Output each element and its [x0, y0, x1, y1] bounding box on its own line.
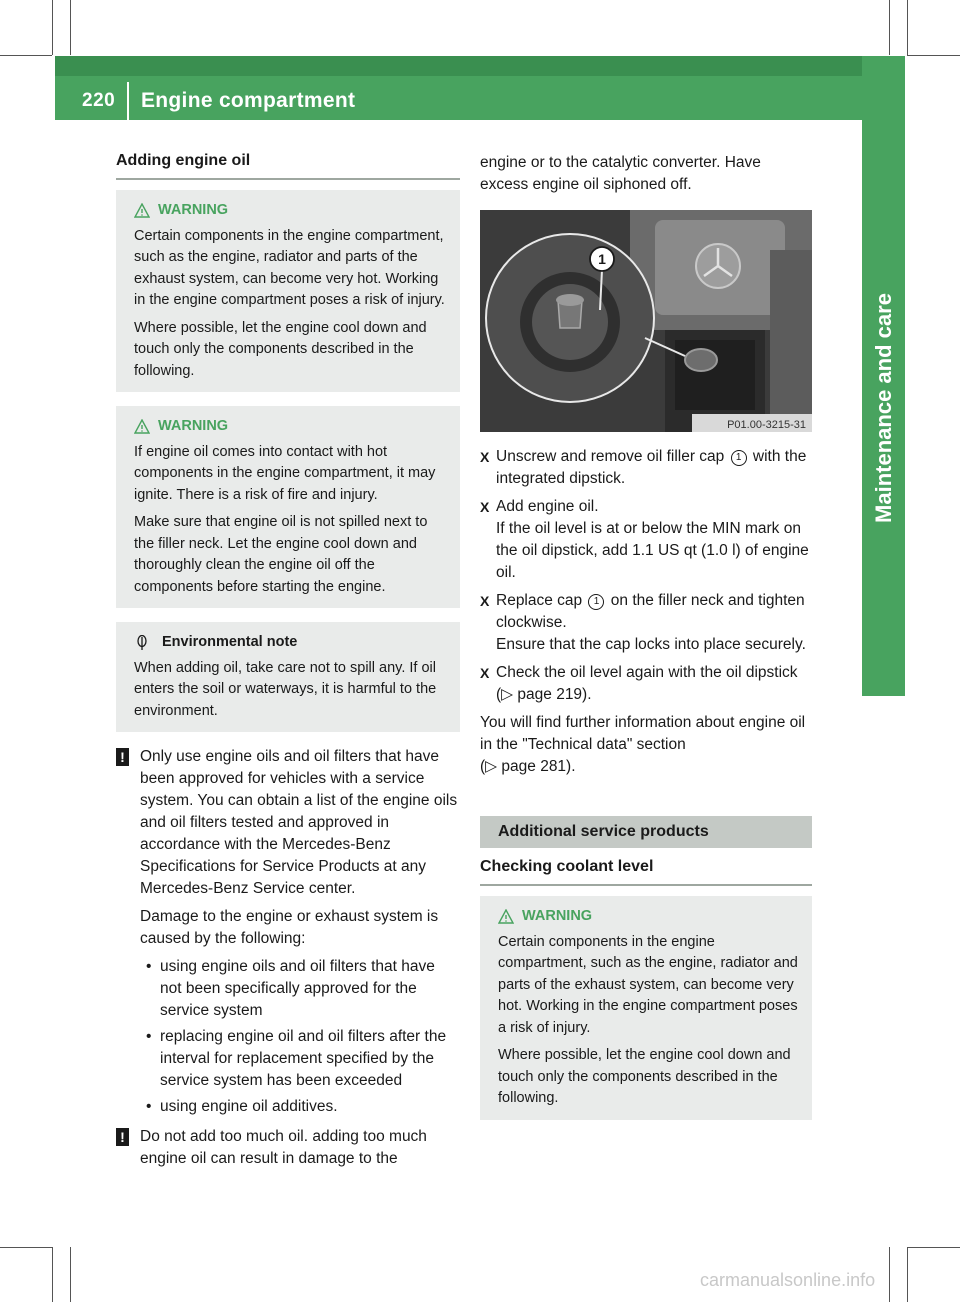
section-heading: Adding engine oil: [116, 150, 460, 180]
crop-mark: [70, 1247, 71, 1302]
environmental-note-box: [116, 622, 460, 732]
crop-mark: [0, 55, 52, 56]
notice-text: Do not add too much oil. adding too much engine oil can result in damage to the: [140, 1128, 427, 1167]
watermark: carmanualsonline.info: [700, 1270, 876, 1290]
instruction-step: [480, 662, 812, 706]
page-ref-arrow-icon: ▷: [485, 758, 498, 775]
page-title: Engine compartment: [141, 89, 356, 112]
header-strip: [55, 56, 905, 76]
notice-text: Only use engine oils and oil filters that have been approved for vehicles with a service system. You can obtain a list of the engine oils and oil filters tested and approved in accordance with the Mercedes-Benz Specifications for Service Products at any Mercedes-Benz Service center.: [140, 748, 458, 897]
warning-text: Where possible, let the engine cool down and touch only the components described in the following.: [498, 1047, 791, 1106]
engine-photo: [480, 210, 812, 432]
left-column: [116, 150, 460, 1176]
step-marker-icon: X: [480, 449, 490, 465]
step-marker-icon: X: [480, 665, 490, 681]
warning-icon: [134, 203, 150, 219]
warning-box: [116, 190, 460, 392]
crop-mark: [889, 1247, 890, 1302]
header-divider: [127, 82, 129, 120]
crop-mark: [52, 1247, 53, 1302]
exclamation-icon: !: [116, 1128, 129, 1146]
warning-box: [480, 896, 812, 1120]
side-tab-label: Maintenance and care: [871, 293, 896, 523]
step-text: Add engine oil.: [496, 498, 599, 515]
warning-title: [134, 416, 450, 438]
continuation-text: engine or to the catalytic converter. Have excess engine oil siphoned off.: [480, 154, 761, 193]
leaf-icon: [134, 635, 150, 651]
warning-title: [134, 200, 450, 222]
subsection-heading: Checking coolant level: [480, 848, 812, 886]
step-text: on the filler neck and tighten clockwise.: [496, 592, 805, 631]
crop-mark: [907, 55, 960, 56]
notice-text: Damage to the engine or exhaust system is caused by the following:: [140, 908, 439, 947]
warning-text: If engine oil comes into contact with hot components in the engine compartment, it may ignite. There is a risk of fire and injury.: [134, 443, 436, 503]
photo-callout-number: 1: [598, 251, 606, 267]
warning-text: Certain components in the engine compartment, such as the engine, radiator and parts of the exhaust system, can become very hot. Working in the engine compartment poses a risk of injury.: [134, 227, 445, 308]
list-item: • replacing engine oil and oil filters after the interval for replacement specified by the service system has been exceeded: [140, 1026, 460, 1092]
warning-label: WARNING: [522, 908, 593, 924]
step-text: with the integrated dipstick.: [496, 448, 807, 487]
right-column: [480, 152, 812, 1134]
photo-code: P01.00-3215-31: [727, 419, 806, 431]
crop-mark: [52, 0, 53, 55]
page-ref-arrow-icon: ▷: [501, 686, 514, 703]
warning-box: [116, 406, 460, 608]
environmental-note-label: Environmental note: [162, 634, 298, 650]
crop-mark: [70, 0, 71, 55]
notice: [116, 746, 460, 1118]
step-text: Unscrew and remove oil filler cap: [496, 448, 725, 465]
step-text: Replace cap: [496, 592, 583, 609]
environmental-note-title: [134, 632, 450, 654]
step-text: If the oil level is at or below the MIN mark on the oil dipstick, add 1.1 US qt (1.0 l) of engine oil.: [496, 520, 809, 581]
step-text: Ensure that the cap locks into place securely.: [496, 636, 806, 653]
notice: [116, 1126, 460, 1170]
step-marker-icon: X: [480, 499, 490, 515]
engine-illustration: [480, 210, 812, 432]
list-item: • using engine oils and oil filters that have not been specifically approved for the service system: [140, 956, 460, 1022]
page-number: 220: [82, 90, 116, 111]
warning-text: Where possible, let the engine cool down and touch only the components described in the following.: [134, 319, 427, 379]
crop-mark: [907, 1247, 908, 1302]
warning-icon: [134, 419, 150, 435]
crop-mark: [889, 0, 890, 55]
warning-text: Certain components in the engine compartment, such as the engine, radiator and parts of the exhaust system, can become very hot. Working in the engine compartment poses a risk of injury.: [498, 933, 798, 1036]
environmental-note-text: When adding oil, take care not to spill any. If oil enters the soil or waterways, it is harmful to the environment.: [134, 659, 437, 719]
info-text: You will find further information about engine oil in the "Technical data" section (▷ page 281).: [480, 714, 806, 775]
warning-title: [498, 906, 802, 928]
warning-label: WARNING: [158, 418, 229, 434]
page-ref-link[interactable]: page 281).: [501, 758, 576, 775]
warning-label: WARNING: [158, 202, 229, 218]
crop-mark: [0, 1247, 52, 1248]
crop-mark: [907, 0, 908, 55]
section-banner: Additional service products: [480, 816, 812, 848]
step-marker-icon: X: [480, 593, 490, 609]
crop-mark: [907, 1247, 960, 1248]
instruction-step: [480, 446, 812, 490]
instruction-step: [480, 590, 812, 656]
callout-ref: 1: [731, 450, 747, 466]
step-text: Check the oil level again with the oil dipstick (: [496, 664, 798, 703]
list-item: • using engine oil additives.: [140, 1096, 460, 1118]
info-text-part: You will find further information about engine oil in the "Technical data" section: [480, 714, 806, 753]
warning-text: Make sure that engine oil is not spilled next to the filler neck. Let the engine cool down and thoroughly clean the engine oil off the components before starting the engine.: [134, 514, 428, 595]
warning-icon: [498, 909, 514, 925]
callout-ref: 1: [588, 594, 604, 610]
instruction-step: [480, 496, 812, 584]
exclamation-icon: !: [116, 748, 129, 766]
page-ref-link[interactable]: page 219).: [517, 686, 592, 703]
